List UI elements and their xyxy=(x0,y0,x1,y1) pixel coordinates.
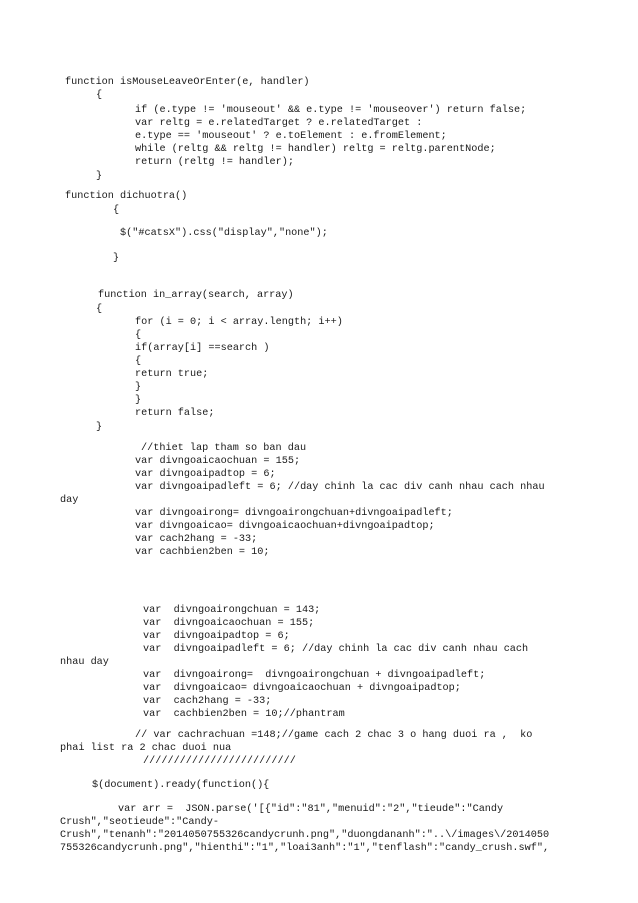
code-line: } xyxy=(96,422,103,433)
code-line: var arr = JSON.parse('[{"id":"81","menuid":"2","tieude":"Candy xyxy=(118,804,504,815)
code-line: Crush","tenanh":"2014050755326candycrunh.png","duongdananh":"..\/images\/2014050 xyxy=(60,830,550,841)
code-line: function dichuotra() xyxy=(65,191,188,202)
code-line: day xyxy=(60,495,79,506)
code-line: return false; xyxy=(135,408,215,419)
code-line: ///////////////////////// xyxy=(143,756,296,767)
code-line: var divngoaicaochuan = 155; xyxy=(135,456,301,467)
code-line: { xyxy=(96,90,103,101)
code-line: var divngoaipadtop = 6; xyxy=(143,631,290,642)
code-line: } xyxy=(135,382,142,393)
code-line: //thiet lap tham so ban dau xyxy=(141,443,307,454)
code-line: for (i = 0; i < array.length; i++) xyxy=(135,317,343,328)
code-line: { xyxy=(96,304,103,315)
code-line: Crush","seotieude":"Candy- xyxy=(60,817,219,828)
code-line: { xyxy=(135,356,142,367)
code-line: var cachbien2ben = 10;//phantram xyxy=(143,709,345,720)
code-line: 755326candycrunh.png","hienthi":"1","loai3anh":"1","tenflash":"candy_crush.swf", xyxy=(60,843,550,854)
code-line: return true; xyxy=(135,369,209,380)
code-line: var divngoairong= divngoairongchuan + divngoaipadleft; xyxy=(143,670,486,681)
code-line: var cachbien2ben = 10; xyxy=(135,547,270,558)
code-line: } xyxy=(96,171,103,182)
code-line: var reltg = e.relatedTarget ? e.relatedTarget : xyxy=(135,118,423,129)
code-line: while (reltg && reltg != handler) reltg = reltg.parentNode; xyxy=(135,144,496,155)
code-line: var divngoairong= divngoairongchuan+divngoaipadleft; xyxy=(135,508,453,519)
code-line: var divngoaicaochuan = 155; xyxy=(143,618,315,629)
code-line: function isMouseLeaveOrEnter(e, handler) xyxy=(65,77,310,88)
code-line: phai list ra 2 chac duoi nua xyxy=(60,743,232,754)
code-line: { xyxy=(113,205,120,216)
code-line: return (reltg != handler); xyxy=(135,157,294,168)
code-line: if (e.type != 'mouseout' && e.type != 'mouseover') return false; xyxy=(135,105,527,116)
code-line: var divngoairongchuan = 143; xyxy=(143,605,321,616)
code-line: var divngoaipadtop = 6; xyxy=(135,469,276,480)
code-line: var divngoaicao= divngoaicaochuan+divngoaipadtop; xyxy=(135,521,435,532)
code-line: function in_array(search, array) xyxy=(98,290,294,301)
code-line: { xyxy=(135,330,142,341)
code-line: nhau day xyxy=(60,657,109,668)
code-line: var cach2hang = -33; xyxy=(135,534,258,545)
code-line: var divngoaipadleft = 6; //day chinh la cac div canh nhau cach nhau xyxy=(135,482,545,493)
code-line: // var cachrachuan =148;//game cach 2 chac 3 o hang duoi ra , ko xyxy=(135,730,533,741)
code-line: $("#catsX").css("display","none"); xyxy=(120,228,328,239)
code-line: e.type == 'mouseout' ? e.toElement : e.fromElement; xyxy=(135,131,447,142)
code-line: $(document).ready(function(){ xyxy=(92,780,270,791)
code-line: var divngoaipadleft = 6; //day chinh la cac div canh nhau cach xyxy=(143,644,529,655)
code-line: } xyxy=(135,395,142,406)
code-line: var divngoaicao= divngoaicaochuan + divngoaipadtop; xyxy=(143,683,461,694)
code-line: } xyxy=(113,253,120,264)
code-line: var cach2hang = -33; xyxy=(143,696,272,707)
code-line: if(array[i] ==search ) xyxy=(135,343,270,354)
